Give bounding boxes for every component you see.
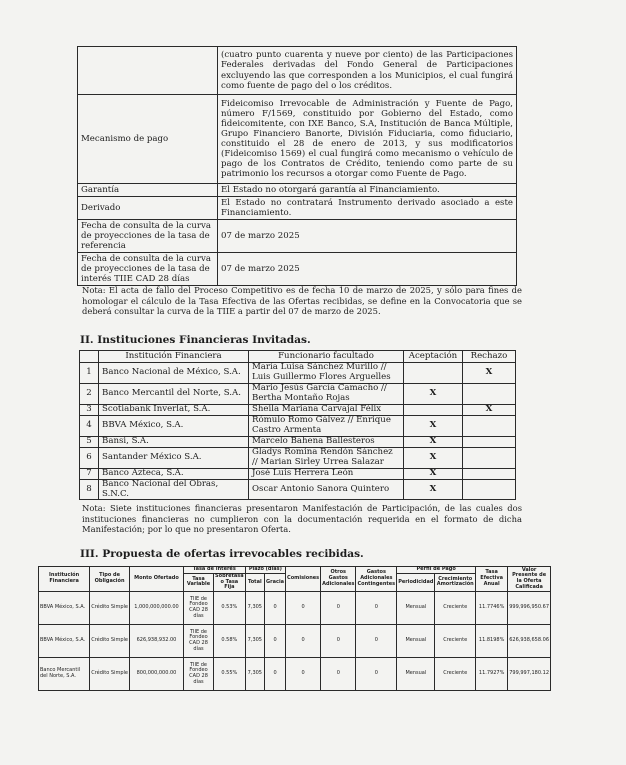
- offer-effective-rate: 11.7746%: [476, 592, 508, 625]
- offer-total-days: 7,305: [245, 658, 264, 691]
- official-name: Marcelo Bahena Ballesteros: [249, 437, 404, 448]
- terms-value: El Estado no otorgará garantía al Financiamiento.: [218, 184, 517, 197]
- acceptance-mark: X: [404, 384, 463, 405]
- institution-name: Scotiabank Inverlat, S.A.: [99, 405, 249, 416]
- institution-name: Banco Nacional del Obras, S.N.C.: [99, 480, 249, 500]
- col-header-periodicity: Periodicidad: [397, 573, 435, 591]
- financing-terms-table: [77, 46, 517, 286]
- terms-value: 07 de marzo 2025: [218, 220, 517, 253]
- offer-effective-rate: 11.8198%: [476, 625, 508, 658]
- institution-name: Santander México S.A.: [99, 448, 249, 469]
- row-number: 4: [80, 416, 99, 437]
- offer-commissions: 0: [286, 625, 321, 658]
- row-number: 3: [80, 405, 99, 416]
- col-header-obligation-type: Tipo de Obligación: [90, 567, 130, 592]
- table-row: [80, 448, 516, 469]
- offer-grace-days: 0: [265, 658, 286, 691]
- official-name: Rómulo Romo Gálvez // Enrique Castro Armenta: [249, 416, 404, 437]
- table-header-row: [80, 351, 516, 363]
- row-number: 8: [80, 480, 99, 500]
- col-header-number: [80, 351, 99, 363]
- acceptance-mark: X: [404, 416, 463, 437]
- offer-total-days: 7,305: [245, 625, 264, 658]
- rejection-mark: [463, 416, 516, 437]
- row-number: 6: [80, 448, 99, 469]
- section-2-title: II. Instituciones Financieras Invitadas.: [80, 334, 311, 346]
- col-header-rejection: Rechazo: [463, 351, 516, 363]
- col-header-variable-rate: Tasa Variable: [183, 573, 213, 591]
- terms-value: Fideicomiso Irrevocable de Administración y Fuente de Pago, número F/1569, constituido por Gobierno del Estado, como fideicomitente, con IXE Banco, S.A, Institución de Banca Múltiple, Grupo Financiero Banorte, División Fiduciaria, como fiduciario, constituido el 28 de enero de 2013, y sus modificatorios (Fideicomiso 1569) el cual fungirá como mecanismo o vehículo de pago de los Contratos de Crédito, teniendo como parte de su patrimonio los recursos a otorgar como Fuente de Pago.: [218, 95, 517, 184]
- offer-periodicity: Mensual: [397, 658, 435, 691]
- terms-label: Mecanismo de pago: [78, 95, 218, 184]
- table-header-row: [39, 567, 551, 574]
- acceptance-mark: [404, 405, 463, 416]
- offer-variable-rate: TIIE de Fondeo CAD 28 días: [183, 625, 213, 658]
- offer-amount: 626,938,932.00: [129, 625, 183, 658]
- table-row: [80, 363, 516, 384]
- terms-row: [78, 47, 517, 95]
- terms-value: (cuatro punto cuarenta y nueve por ciento) de las Participaciones Federales derivadas del Fondo General de Participaciones excluyendo las que corresponden a los Municipios, el cual fungirá como fuente de pago del o los créditos.: [218, 47, 517, 95]
- offer-institution: Banco Mercantil del Norte, S.A.: [39, 658, 90, 691]
- table-row: [80, 469, 516, 480]
- offer-periodicity: Mensual: [397, 592, 435, 625]
- row-number: 2: [80, 384, 99, 405]
- offer-amount: 800,000,000.00: [129, 658, 183, 691]
- offer-commissions: 0: [286, 592, 321, 625]
- acceptance-mark: [404, 363, 463, 384]
- offer-spread: 0.55%: [214, 658, 246, 691]
- official-name: Sheila Mariana Carvajal Félix: [249, 405, 404, 416]
- terms-label: [78, 47, 218, 95]
- table-row: [80, 480, 516, 500]
- table-row: [39, 658, 551, 691]
- offer-contingent-expenses: 0: [356, 592, 397, 625]
- offer-effective-rate: 11.7927%: [476, 658, 508, 691]
- col-header-total-days: Total: [245, 573, 264, 591]
- terms-label: Garantía: [78, 184, 218, 197]
- col-header-acceptance: Aceptación: [404, 351, 463, 363]
- offer-other-expenses: 0: [321, 592, 356, 625]
- terms-row: [78, 220, 517, 253]
- col-header-institution: Institución Financiera: [39, 567, 90, 592]
- col-header-present-value: Valor Presente de la Oferta Calificada: [508, 567, 551, 592]
- invited-institutions-table: [79, 350, 516, 500]
- acceptance-mark: X: [404, 480, 463, 500]
- col-header-other-expenses: Otros Gastos Adicionales: [321, 567, 356, 592]
- col-header-payment-profile: Perfil de Pago: [397, 567, 476, 574]
- offer-obligation-type: Crédito Simple: [90, 658, 130, 691]
- official-name: Oscar Antonio Sanora Quintero: [249, 480, 404, 500]
- offer-institution: BBVA México, S.A.: [39, 625, 90, 658]
- terms-row: [78, 184, 517, 197]
- note-participation: Nota: Siete instituciones financieras presentaron Manifestación de Participación, de las cuales dos instituciones financieras no cumplieron con la documentación requerida en el formato de dicha Manifestación; por lo que no presentaron Oferta.: [82, 503, 522, 534]
- row-number: 1: [80, 363, 99, 384]
- official-name: Gladys Romina Rendón Sánchez // Marian Sirley Urrea Salazar: [249, 448, 404, 469]
- offer-obligation-type: Crédito Simple: [90, 592, 130, 625]
- col-header-amount: Monto Ofertado: [129, 567, 183, 592]
- official-name: José Luis Herrera León: [249, 469, 404, 480]
- table-row: [80, 437, 516, 448]
- offer-commissions: 0: [286, 658, 321, 691]
- offer-grace-days: 0: [265, 592, 286, 625]
- offer-amount: 1,000,000,000.00: [129, 592, 183, 625]
- col-header-term: Plazo (días): [245, 567, 285, 574]
- terms-row: [78, 95, 517, 184]
- offer-variable-rate: TIIE de Fondeo CAD 28 días: [183, 658, 213, 691]
- terms-value: El Estado no contratará Instrumento derivado asociado a este Financiamiento.: [218, 197, 517, 220]
- offer-amortization: Creciente: [435, 658, 476, 691]
- offer-other-expenses: 0: [321, 658, 356, 691]
- institution-name: Banco Mercantil del Norte, S.A.: [99, 384, 249, 405]
- terms-row: [78, 253, 517, 286]
- offer-grace-days: 0: [265, 625, 286, 658]
- offer-present-value: 799,997,180.12: [508, 658, 551, 691]
- table-row: [80, 416, 516, 437]
- col-header-amortization: Crecimiento Amortización: [435, 573, 476, 591]
- offer-present-value: 626,938,658.06: [508, 625, 551, 658]
- col-header-contingent-expenses: Gastos Adicionales Contingentes: [356, 567, 397, 592]
- col-header-grace-days: Gracia: [265, 573, 286, 591]
- official-name: María Luisa Sánchez Murillo // Luis Guillermo Flores Arguelles: [249, 363, 404, 384]
- rejection-mark: X: [463, 363, 516, 384]
- official-name: Mario Jesús García Camacho // Bertha Montaño Rojas: [249, 384, 404, 405]
- rejection-mark: [463, 480, 516, 500]
- acceptance-mark: X: [404, 469, 463, 480]
- col-header-official: Funcionario facultado: [249, 351, 404, 363]
- acceptance-mark: X: [404, 448, 463, 469]
- institution-name: Bansi, S.A.: [99, 437, 249, 448]
- offer-spread: 0.53%: [214, 592, 246, 625]
- offer-contingent-expenses: 0: [356, 625, 397, 658]
- col-header-interest-rate: Tasa de Interés: [183, 567, 245, 574]
- offer-periodicity: Mensual: [397, 625, 435, 658]
- terms-label: Fecha de consulta de la curva de proyecciones de la tasa de interés TIIE CAD 28 días: [78, 253, 218, 286]
- offer-other-expenses: 0: [321, 625, 356, 658]
- table-row: [80, 405, 516, 416]
- offer-amortization: Creciente: [435, 625, 476, 658]
- offers-table: [38, 566, 551, 691]
- table-row: [39, 592, 551, 625]
- offer-amortization: Creciente: [435, 592, 476, 625]
- col-header-commissions: Comisiones: [286, 567, 321, 592]
- table-row: [39, 625, 551, 658]
- rejection-mark: [463, 384, 516, 405]
- offer-obligation-type: Crédito Simple: [90, 625, 130, 658]
- offer-variable-rate: TIIE de Fondeo CAD 28 días: [183, 592, 213, 625]
- rejection-mark: [463, 448, 516, 469]
- offer-spread: 0.58%: [214, 625, 246, 658]
- terms-label: Derivado: [78, 197, 218, 220]
- rejection-mark: X: [463, 405, 516, 416]
- row-number: 7: [80, 469, 99, 480]
- table-row: [80, 384, 516, 405]
- offer-present-value: 999,996,950.67: [508, 592, 551, 625]
- rejection-mark: [463, 437, 516, 448]
- note-competitive-process: Nota: El acta de fallo del Proceso Competitivo es de fecha 10 de marzo de 2025, y sólo para fines de homologar el cálculo de la Tasa Efectiva de las Ofertas recibidas, se define en la Convocatoria que se deberá consultar la curva de la TIIE a partir del 07 de marzo de 2025.: [82, 285, 522, 316]
- institution-name: BBVA México, S.A.: [99, 416, 249, 437]
- institution-name: Banco Nacional de México, S.A.: [99, 363, 249, 384]
- terms-row: [78, 197, 517, 220]
- rejection-mark: [463, 469, 516, 480]
- terms-value: 07 de marzo 2025: [218, 253, 517, 286]
- offer-contingent-expenses: 0: [356, 658, 397, 691]
- institution-name: Banco Azteca, S.A.: [99, 469, 249, 480]
- col-header-institution: Institución Financiera: [99, 351, 249, 363]
- offer-institution: BBVA México, S.A.: [39, 592, 90, 625]
- col-header-effective-rate: Tasa Efectiva Anual: [476, 567, 508, 592]
- terms-label: Fecha de consulta de la curva de proyecciones de la tasa de referencia: [78, 220, 218, 253]
- section-3-title: III. Propuesta de ofertas irrevocables recibidas.: [80, 548, 364, 560]
- offer-total-days: 7,305: [245, 592, 264, 625]
- acceptance-mark: X: [404, 437, 463, 448]
- row-number: 5: [80, 437, 99, 448]
- col-header-spread: Sobretasa o Tasa Fija: [215, 572, 244, 591]
